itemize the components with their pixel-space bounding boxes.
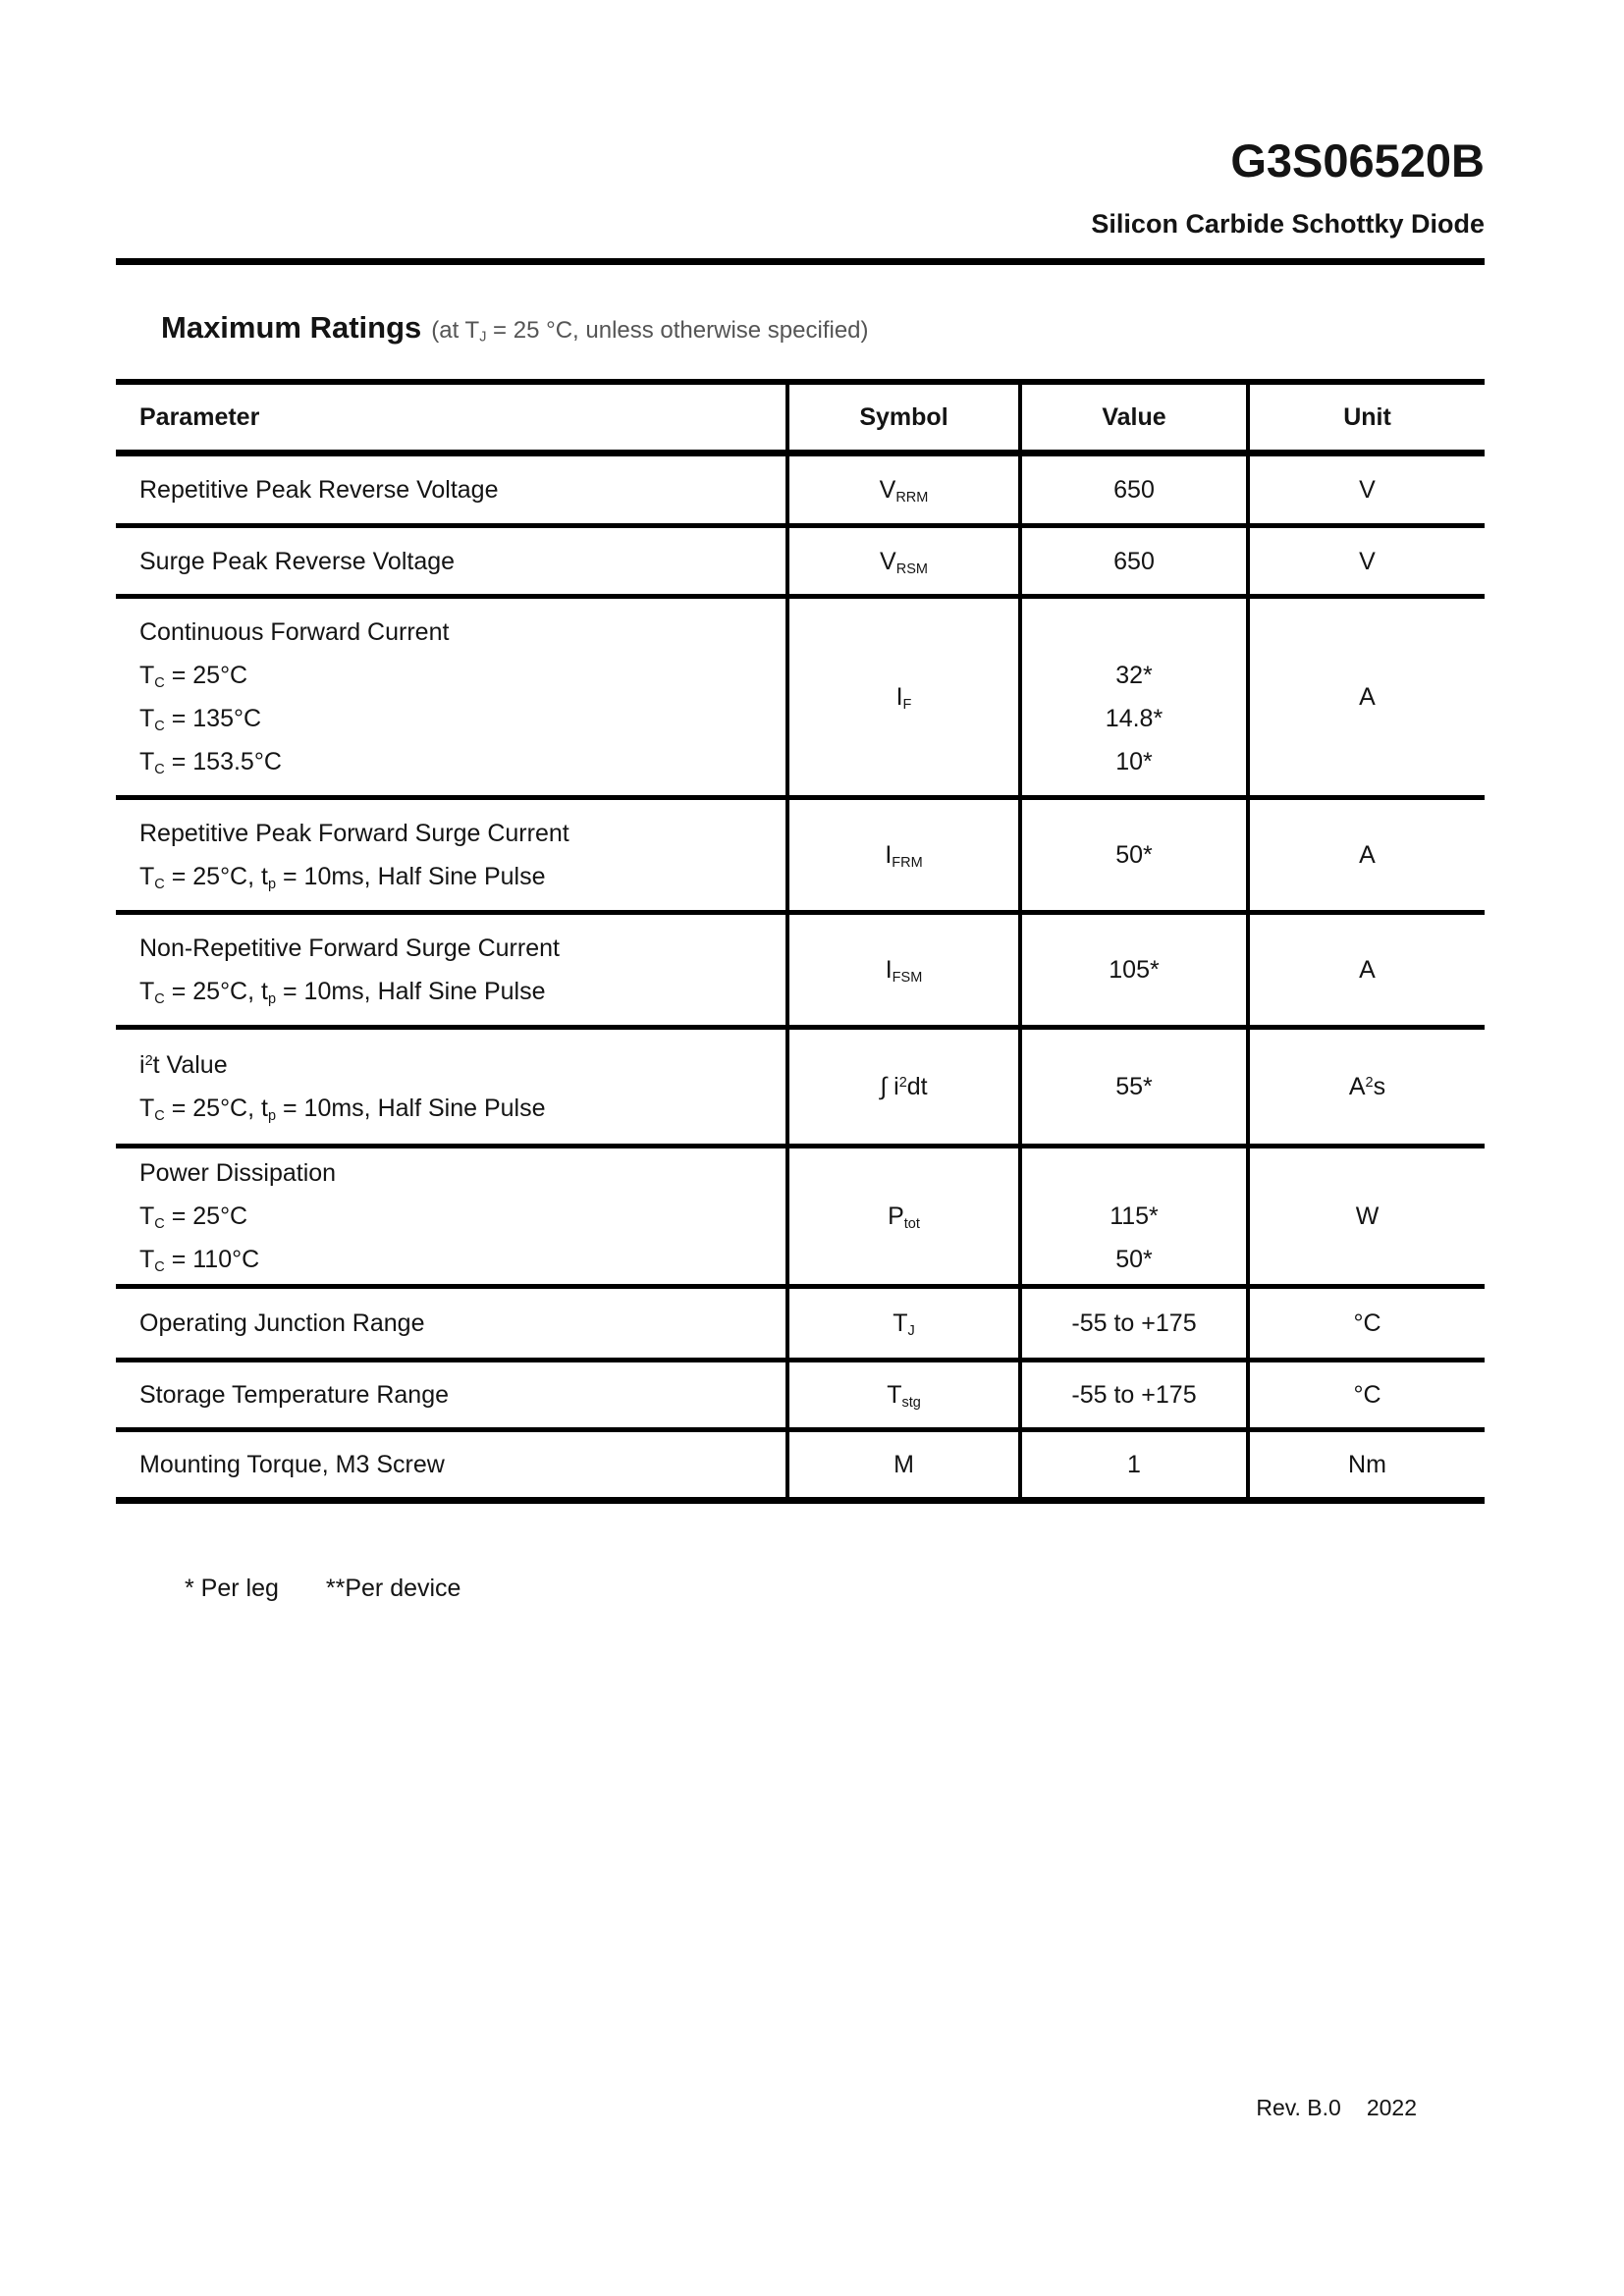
unit-cell bbox=[1246, 528, 1485, 594]
table-row bbox=[116, 456, 1485, 523]
section-title-row bbox=[161, 310, 1485, 346]
unit-cell bbox=[1246, 1362, 1485, 1427]
symbol-text: $P_{tot}$ bbox=[888, 1202, 920, 1233]
unit-text: A bbox=[1359, 841, 1376, 870]
unit-cell bbox=[1246, 599, 1485, 795]
value-line bbox=[1131, 611, 1138, 654]
value-cell bbox=[1018, 1432, 1246, 1497]
parameter-cell bbox=[116, 1432, 785, 1497]
footnotes bbox=[185, 1575, 1485, 1603]
parameter-line: $T_C = 25^\circ C$, $t_p = 10ms$, Half Sine Pulse bbox=[139, 863, 546, 893]
value-line: 105* bbox=[1109, 956, 1160, 985]
value-line: 10* bbox=[1115, 748, 1153, 776]
table-row bbox=[116, 1284, 1485, 1358]
unit-cell bbox=[1246, 915, 1485, 1025]
value-line: 50* bbox=[1115, 1246, 1153, 1274]
unit-text: A bbox=[1359, 956, 1376, 985]
value-line: 650 bbox=[1113, 547, 1155, 575]
value-cell bbox=[1018, 1362, 1246, 1427]
symbol-text: $V_{RRM}$ bbox=[879, 476, 929, 507]
product-subtitle: Silicon Carbide Schottky Diode bbox=[1091, 208, 1485, 239]
unit-text: W bbox=[1355, 1202, 1380, 1231]
table-header-row bbox=[116, 385, 1485, 456]
symbol-cell bbox=[785, 800, 1018, 910]
header-rule bbox=[116, 258, 1485, 265]
parameter-line: Operating Junction Range bbox=[139, 1309, 425, 1338]
value-line: 14.8* bbox=[1105, 705, 1164, 733]
symbol-cell bbox=[785, 528, 1018, 594]
value-cell bbox=[1018, 1148, 1246, 1284]
symbol-cell bbox=[785, 1030, 1018, 1144]
value-cell bbox=[1018, 599, 1246, 795]
symbol-cell bbox=[785, 1148, 1018, 1284]
symbol-text: $T_{stg}$ bbox=[887, 1381, 921, 1412]
parameter-line: Storage Temperature Range bbox=[139, 1381, 450, 1410]
unit-cell bbox=[1246, 1432, 1485, 1497]
parameter-line: Repetitive Peak Forward Surge Current bbox=[139, 820, 569, 848]
footnote-per-leg: * Per leg bbox=[185, 1575, 279, 1603]
value-line: 50* bbox=[1115, 841, 1153, 870]
unit-text: Nm bbox=[1348, 1451, 1386, 1479]
revision-label: Rev. B.0 bbox=[1256, 2095, 1341, 2120]
table-body bbox=[116, 456, 1485, 1497]
value-line: 55* bbox=[1115, 1073, 1153, 1101]
maximum-ratings-table bbox=[116, 379, 1485, 1504]
symbol-text: $I_{FSM}$ bbox=[885, 956, 923, 987]
parameter-line: Non-Repetitive Forward Surge Current bbox=[139, 934, 560, 963]
symbol-text: $V_{RSM}$ bbox=[880, 547, 928, 577]
parameter-line: $T_C = 25^\circ C$ bbox=[139, 1202, 248, 1233]
parameter-cell bbox=[116, 800, 785, 910]
value-line: -55 to +175 bbox=[1071, 1381, 1197, 1410]
section-note: (at $T_J = 25$ °C, unless otherwise specified) bbox=[431, 317, 869, 346]
parameter-cell bbox=[116, 528, 785, 594]
value-line: 650 bbox=[1113, 476, 1155, 505]
parameter-line: Power Dissipation bbox=[139, 1159, 337, 1188]
parameter-cell bbox=[116, 1030, 785, 1144]
parameter-line: $T_C = 25^\circ C$, $t_p = 10ms$, Half Sine Pulse bbox=[139, 1095, 546, 1125]
footer-year: 2022 bbox=[1366, 2095, 1417, 2120]
symbol-text: $T_J$ bbox=[893, 1309, 915, 1340]
parameter-cell bbox=[116, 1362, 785, 1427]
parameter-cell bbox=[116, 599, 785, 795]
symbol-text: $I_{FRM}$ bbox=[885, 841, 923, 872]
value-cell bbox=[1018, 456, 1246, 523]
unit-cell bbox=[1246, 800, 1485, 910]
value-line: -55 to +175 bbox=[1071, 1309, 1197, 1338]
section-title: Maximum Ratings bbox=[161, 310, 422, 346]
value-cell bbox=[1018, 800, 1246, 910]
parameter-line: $T_C = 135^\circ C$ bbox=[139, 705, 262, 735]
value-line: 1 bbox=[1127, 1451, 1141, 1479]
parameter-cell bbox=[116, 915, 785, 1025]
column-header-value: Value bbox=[1018, 385, 1246, 450]
value-cell bbox=[1018, 1289, 1246, 1358]
table-row bbox=[116, 594, 1485, 795]
unit-cell bbox=[1246, 1148, 1485, 1284]
parameter-line: $T_C = 110^\circ C$ bbox=[139, 1246, 260, 1276]
parameter-line: Repetitive Peak Reverse Voltage bbox=[139, 476, 499, 505]
symbol-text: ∫ $i^2dt$ bbox=[880, 1073, 928, 1101]
table-row bbox=[116, 1358, 1485, 1427]
parameter-line: $T_C = 25^\circ C$, $t_p = 10ms$, Half Sine Pulse bbox=[139, 978, 546, 1008]
unit-text: V bbox=[1359, 547, 1376, 575]
symbol-text: M bbox=[893, 1451, 914, 1479]
symbol-cell bbox=[785, 915, 1018, 1025]
symbol-text: $I_F$ bbox=[895, 683, 912, 714]
unit-text: V bbox=[1359, 476, 1376, 505]
value-cell bbox=[1018, 528, 1246, 594]
parameter-line: $i^2t$ Value bbox=[139, 1051, 228, 1080]
parameter-line: Surge Peak Reverse Voltage bbox=[139, 547, 456, 575]
value-cell bbox=[1018, 1030, 1246, 1144]
symbol-cell bbox=[785, 1432, 1018, 1497]
parameter-cell bbox=[116, 1289, 785, 1358]
table-row bbox=[116, 910, 1485, 1025]
symbol-cell bbox=[785, 1289, 1018, 1358]
column-header-unit: Unit bbox=[1246, 385, 1485, 450]
document-footer bbox=[1256, 2095, 1417, 2121]
column-header-parameter: Parameter bbox=[139, 402, 260, 431]
table-row bbox=[116, 523, 1485, 594]
table-row bbox=[116, 1427, 1485, 1497]
unit-cell bbox=[1246, 1289, 1485, 1358]
symbol-cell bbox=[785, 456, 1018, 523]
table-row bbox=[116, 1025, 1485, 1144]
parameter-line: Continuous Forward Current bbox=[139, 618, 450, 647]
column-header-symbol: Symbol bbox=[785, 385, 1018, 450]
value-cell bbox=[1018, 915, 1246, 1025]
unit-cell bbox=[1246, 1030, 1485, 1144]
value-line: 32* bbox=[1115, 662, 1153, 690]
symbol-cell bbox=[785, 1362, 1018, 1427]
footnote-per-device: **Per device bbox=[325, 1575, 461, 1603]
unit-text: $A^2s$ bbox=[1348, 1073, 1386, 1101]
parameter-line: $T_C = 25^\circ C$ bbox=[139, 662, 248, 692]
value-line: 115* bbox=[1110, 1202, 1159, 1231]
parameter-cell bbox=[116, 1148, 785, 1284]
symbol-cell bbox=[785, 599, 1018, 795]
parameter-line: $T_C = 153.5^\circ C$ bbox=[139, 748, 282, 778]
unit-text: A bbox=[1359, 683, 1376, 712]
value-line bbox=[1131, 1151, 1138, 1195]
table-row bbox=[116, 795, 1485, 910]
unit-text: °C bbox=[1353, 1309, 1381, 1338]
unit-cell bbox=[1246, 456, 1485, 523]
parameter-line: Mounting Torque, M3 Screw bbox=[139, 1451, 445, 1479]
parameter-cell bbox=[116, 456, 785, 523]
table-row bbox=[116, 1144, 1485, 1284]
unit-text: °C bbox=[1353, 1381, 1381, 1410]
page-title: G3S06520B bbox=[1230, 134, 1485, 187]
